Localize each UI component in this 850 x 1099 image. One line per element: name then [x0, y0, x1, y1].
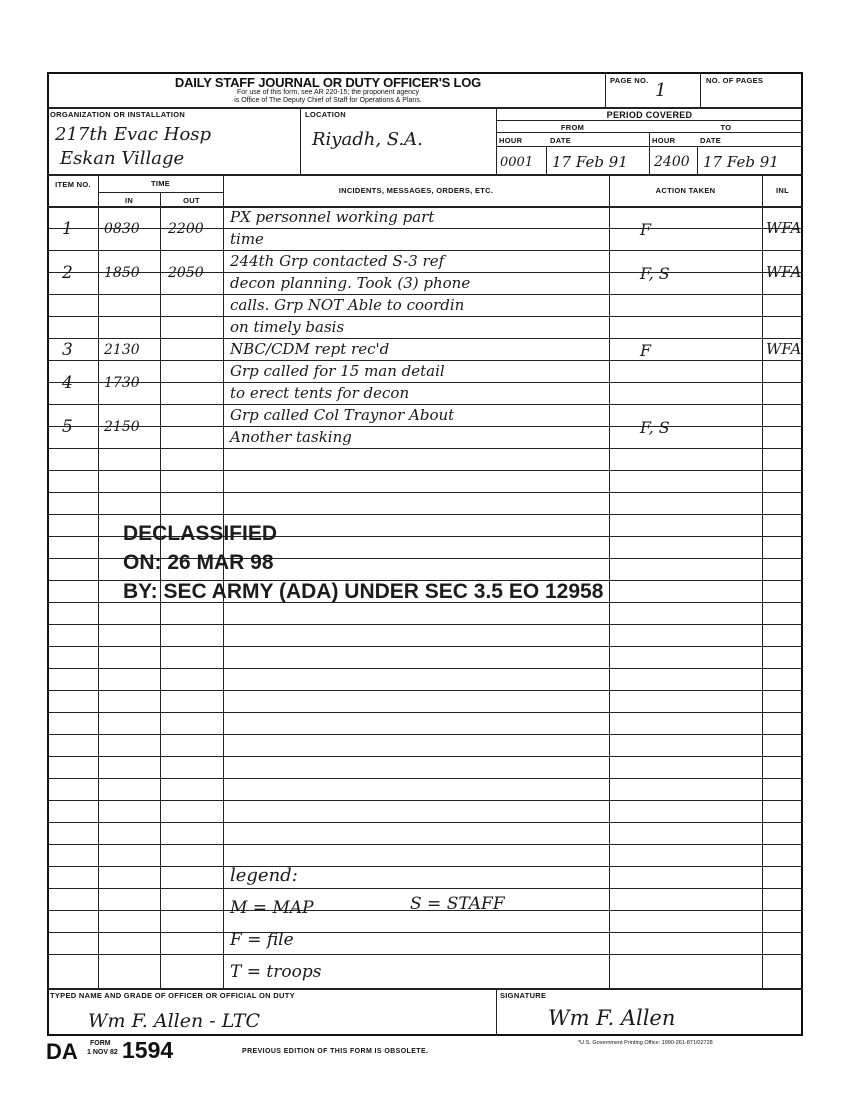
- row-line: [47, 470, 803, 471]
- col-out: OUT: [183, 196, 200, 205]
- row-line: [47, 844, 803, 845]
- row-line: [47, 778, 803, 779]
- to-date-label: DATE: [700, 136, 722, 145]
- row-line: [47, 822, 803, 823]
- entry-initials[interactable]: WFA: [766, 219, 802, 237]
- declassified-stamp-line-1: DECLASSIFIED: [123, 522, 278, 545]
- divider: [47, 174, 803, 176]
- entry-time-in[interactable]: 1730: [104, 375, 140, 391]
- row-line: [47, 228, 803, 229]
- entry-item-no[interactable]: 1: [62, 219, 73, 239]
- entry-time-in[interactable]: 2130: [104, 342, 140, 358]
- divider: [47, 107, 803, 109]
- row-line: [47, 316, 803, 317]
- row-line: [47, 624, 803, 625]
- row-line: [47, 756, 803, 757]
- gpo-note: *U.S. Government Printing Office: 1990-261-871/02728: [578, 1040, 713, 1046]
- entry-incident-line[interactable]: NBC/CDM rept rec'd: [230, 340, 390, 358]
- divider: [496, 988, 497, 1036]
- entry-incident-line[interactable]: Grp called Col Traynor About: [230, 406, 455, 424]
- entry-time-in[interactable]: 2150: [104, 419, 140, 435]
- row-line: [47, 954, 803, 955]
- entry-incident-line[interactable]: calls. Grp NOT Able to coordin: [230, 296, 465, 314]
- row-line: [47, 888, 803, 889]
- col-inl: INL: [776, 186, 789, 195]
- divider: [649, 132, 650, 174]
- row-line: [47, 360, 803, 361]
- entry-incident-line[interactable]: time: [230, 230, 264, 248]
- to-hour-label: HOUR: [652, 136, 676, 145]
- from-date-label: DATE: [550, 136, 572, 145]
- row-line: [47, 800, 803, 801]
- typed-name-value[interactable]: Wm F. Allen - LTC: [88, 1010, 261, 1032]
- entry-incident-line[interactable]: Another tasking: [230, 428, 352, 446]
- row-line: [47, 404, 803, 405]
- signature-label: SIGNATURE: [500, 991, 547, 1000]
- row-line: [47, 272, 803, 273]
- row-line: [47, 250, 803, 251]
- form-date: 1 NOV 82: [87, 1049, 118, 1056]
- entry-time-out[interactable]: 2050: [168, 265, 204, 281]
- from-date-value[interactable]: 17 Feb 91: [552, 153, 628, 171]
- entry-action-taken[interactable]: F, S: [640, 264, 670, 283]
- entry-incident-line[interactable]: Grp called for 15 man detail: [230, 362, 445, 380]
- entry-item-no[interactable]: 4: [62, 373, 73, 393]
- entry-initials[interactable]: WFA: [766, 340, 802, 358]
- col-time: TIME: [150, 179, 171, 188]
- col-action: ACTION TAKEN: [655, 186, 716, 195]
- from-hour-value[interactable]: 0001: [500, 155, 534, 170]
- divider: [697, 146, 698, 174]
- entry-time-in[interactable]: 0830: [104, 221, 140, 237]
- entry-incident-line[interactable]: PX personnel working part: [230, 208, 435, 226]
- entry-action-taken[interactable]: F: [640, 220, 652, 239]
- org-line-2[interactable]: Eskan Village: [60, 148, 185, 169]
- col-incidents: INCIDENTS, MESSAGES, ORDERS, ETC.: [338, 186, 494, 195]
- entry-incident-line[interactable]: 244th Grp contacted S-3 ref: [230, 252, 445, 270]
- legend-item-staff: S = STAFF: [410, 894, 505, 914]
- form-word: FORM: [90, 1040, 111, 1047]
- form-subtitle: is Office of The Deputy Chief of Staff for Operations & Plans.: [234, 97, 422, 104]
- org-line-1[interactable]: 217th Evac Hosp: [55, 124, 212, 145]
- entry-initials[interactable]: WFA: [766, 263, 802, 281]
- to-label: TO: [720, 123, 732, 132]
- divider: [605, 72, 606, 107]
- divider: [47, 988, 803, 990]
- location-label: LOCATION: [305, 110, 347, 119]
- divider: [300, 107, 301, 174]
- from-hour-label: HOUR: [499, 136, 523, 145]
- row-line: [47, 646, 803, 647]
- col-item-no: ITEM NO.: [55, 180, 91, 189]
- row-line: [47, 492, 803, 493]
- row-line: [47, 514, 803, 515]
- typed-name-label: TYPED NAME AND GRADE OF OFFICER OR OFFICIAL ON DUTY: [50, 991, 295, 1000]
- legend-item-troops: T = troops: [230, 962, 322, 982]
- entry-action-taken[interactable]: F: [640, 341, 652, 360]
- row-line: [47, 338, 803, 339]
- divider: [496, 120, 803, 121]
- form-number: 1594: [122, 1037, 174, 1063]
- page-no-value[interactable]: 1: [655, 80, 667, 101]
- divider: [700, 72, 701, 107]
- divider: [546, 146, 547, 174]
- entry-item-no[interactable]: 2: [62, 263, 73, 283]
- to-hour-value[interactable]: 2400: [654, 154, 690, 170]
- declassified-stamp-line-2: ON: 26 MAR 98: [123, 551, 274, 574]
- previous-edition-note: PREVIOUS EDITION OF THIS FORM IS OBSOLETE.: [242, 1048, 429, 1055]
- row-line: [47, 866, 803, 867]
- legend-item-file: F = file: [230, 930, 294, 950]
- legend-title: legend:: [230, 865, 298, 886]
- row-line: [47, 426, 803, 427]
- row-line: [47, 294, 803, 295]
- org-label: ORGANIZATION OR INSTALLATION: [50, 110, 186, 119]
- entry-incident-line[interactable]: to erect tents for decon: [230, 384, 410, 402]
- row-line: [47, 448, 803, 449]
- entry-time-out[interactable]: 2200: [168, 221, 204, 237]
- row-line: [47, 668, 803, 669]
- to-date-value[interactable]: 17 Feb 91: [703, 153, 779, 171]
- page-no-label: PAGE NO.: [610, 76, 649, 85]
- from-label: FROM: [560, 123, 585, 132]
- entry-incident-line[interactable]: on timely basis: [230, 318, 345, 336]
- row-line: [47, 382, 803, 383]
- row-line: [47, 690, 803, 691]
- entry-time-in[interactable]: 1850: [104, 265, 140, 281]
- location-value[interactable]: Riyadh, S.A.: [312, 129, 423, 150]
- signature-value[interactable]: Wm F. Allen: [548, 1006, 676, 1030]
- form-da: DA: [46, 1039, 78, 1064]
- declassified-stamp-line-3: BY: SEC ARMY (ADA) UNDER SEC 3.5 EO 12958: [123, 580, 604, 603]
- form-title: DAILY STAFF JOURNAL OR DUTY OFFICER'S LOG: [174, 75, 482, 90]
- row-line: [47, 712, 803, 713]
- entry-action-taken[interactable]: F, S: [640, 418, 670, 437]
- entry-incident-line[interactable]: decon planning. Took (3) phone: [230, 274, 471, 292]
- col-in: IN: [124, 196, 134, 205]
- legend-item-map: M = MAP: [230, 898, 314, 918]
- entry-item-no[interactable]: 5: [62, 417, 73, 437]
- form-subtitle: For use of this form, see AR 220-15; the proponent agency: [236, 89, 420, 96]
- row-line: [47, 932, 803, 933]
- period-label: PERIOD COVERED: [606, 110, 693, 120]
- row-line: [47, 734, 803, 735]
- entry-item-no[interactable]: 3: [62, 340, 73, 360]
- no-of-pages-label: NO. OF PAGES: [706, 76, 764, 85]
